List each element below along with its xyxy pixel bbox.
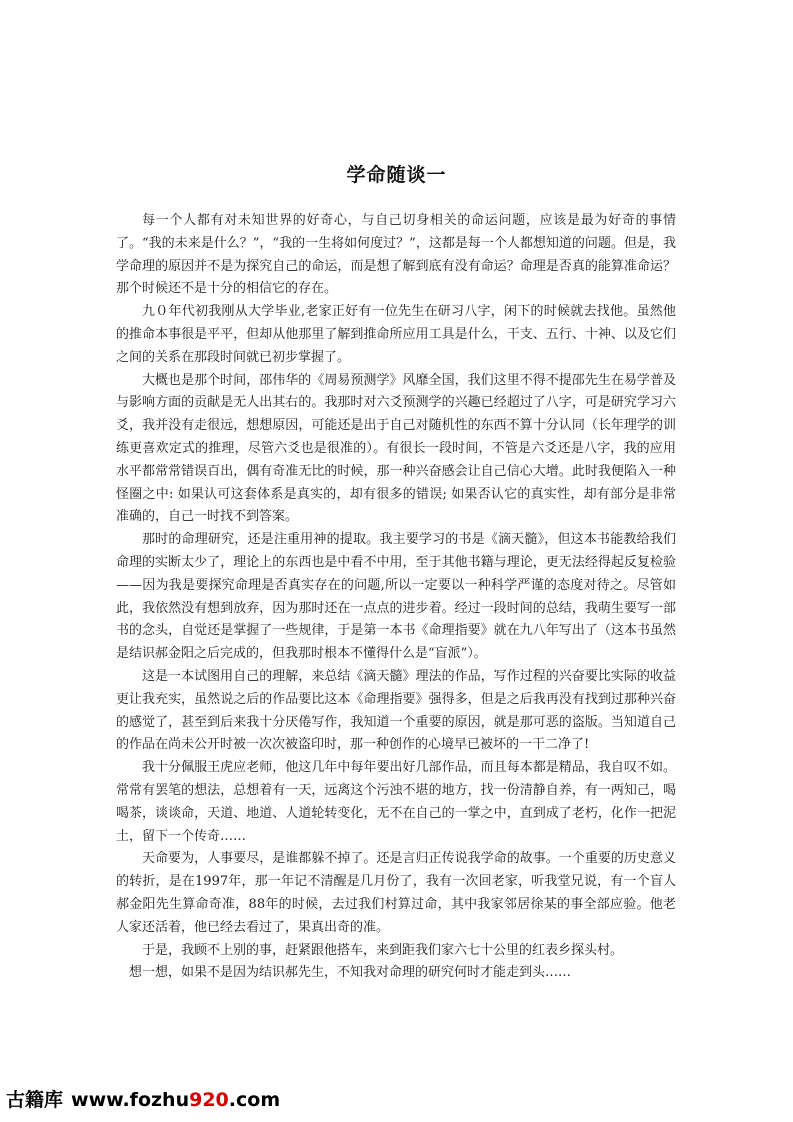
site-url-prefix: www.fozhu <box>71 1089 190 1111</box>
site-name: 古籍库 <box>6 1089 64 1111</box>
paragraph-2: 九０年代初我刚从大学毕业,老家正好有一位先生在研习八字，闲下的时候就去找他。虽然他的推命本事很是平平，但却从他那里了解到推命所应用工具是什么，干支、五行、十神、以及它们之间的关系在那段时间就已初步掌握了。 <box>116 304 676 365</box>
document-body <box>116 210 676 985</box>
paragraph-3: 大概也是那个时间，邵伟华的《周易预测学》风靡全国，我们这里不得不提邵先生在易学普及与影响方面的贡献是无人出其右的。我那时对六爻预测学的兴趣已经超过了八字，可是研究学习六爻，我并没有走很远，想想原因，可能还是出于自己对随机性的东西不算十分认同（长年理学的训练更喜欢定式的推理，尽管六爻也是很准的）。有很长一段时间，不管是六爻还是八字，我的应用水平都常常错误百出，偶有奇准无比的时候，那一种兴奋感会让自己信心大增。此时我便陷入一种怪圈之中: 如果认可这套体系是真实的，却有很多的错误; 如果否认它的真实性，却有部分是非常准确的，自己一时找不到答案。 <box>116 372 676 525</box>
document-title: 学命随谈一 <box>346 164 447 186</box>
paragraph-1: 每一个人都有对未知世界的好奇心，与自己切身相关的命运问题，应该是最为好奇的事情了。“我的未来是什么？”，“我的一生将如何度过？”，这都是每一个人都想知道的问题。但是，我学命理的原因并不是为探究自己的命运，而是想了解到底有没有命运？命理是否真的能算准命运？那个时候还不是十分的相信它的存在。 <box>116 213 676 297</box>
paragraph-9: 想一想，如果不是因为结识郝先生，不知我对命理的研究何时才能走到头…… <box>129 965 572 981</box>
paragraph-7: 天命要为，人事要尽，是谁都躲不掉了。还是言归正传说我学命的故事。一个重要的历史意义的转折，是在1997年，那一年记不清醒是几月份了，我有一次回老家，听我堂兄说，有一个盲人郝金阳先生算命奇准，88年的时候，去过我们村算过命，其中我家邻居徐某的事全部应验。他老人家还活着，他已经去看过了，果真出奇的准。 <box>116 851 676 935</box>
site-watermark <box>6 1085 280 1113</box>
paragraph-8: 于是，我顾不上别的事，赶紧跟他搭车，来到距我们家六七十公里的红表乡探头村。 <box>142 942 624 958</box>
site-url-number: 920 <box>189 1089 229 1111</box>
paragraph-6: 我十分佩服王虎应老师，他这几年中每年要出好几部作品，而且每本都是精品，我自叹不如。常常有罢笔的想法，总想着有一天，远离这个污浊不堪的地方，找一份清静自养，有一两知己，喝喝茶，谈谈命，天道、地道、人道轮转变化，无不在自己的一掌之中，直到成了老朽，化作一把泥土，留下一个传奇…… <box>116 760 676 844</box>
paragraph-5: 这是一本试图用自己的理解，来总结《滴天髓》理法的作品，写作过程的兴奋要比实际的收益更让我充实，虽然说之后的作品要比这本《命理指要》强得多，但是之后我再没有找到过那种兴奋的感觉了，甚至到后来我十分厌倦写作，我知道一个重要的原因，就是那可恶的盗版。当知道自己的作品在尚未公开时被一次次被盗印时，那一种创作的心境早已被坏的一干二净了! <box>116 668 676 753</box>
paragraph-4: 那时的命理研究，还是注重用神的提取。我主要学习的书是《滴天髓》，但这本书能教给我们命理的实断太少了，理论上的东西也是中看不中用，至于其他书籍与理论，更无法经得起反复检验——因为我是要探究命理是否真实存在的问题,所以一定要以一种科学严谨的态度对待之。尽管如此，我依然没有想到放弃，因为那时还在一点点的进步着。经过一段时间的总结，我萌生要写一部书的念头，自觉还是掌握了一些规律，于是第一本书《命理指要》就在九八年写出了（这本书虽然是结识郝金阳之后完成的，但我那时根本不懂得什么是“盲派”）。 <box>116 532 676 662</box>
site-url-suffix: .com <box>228 1089 281 1111</box>
